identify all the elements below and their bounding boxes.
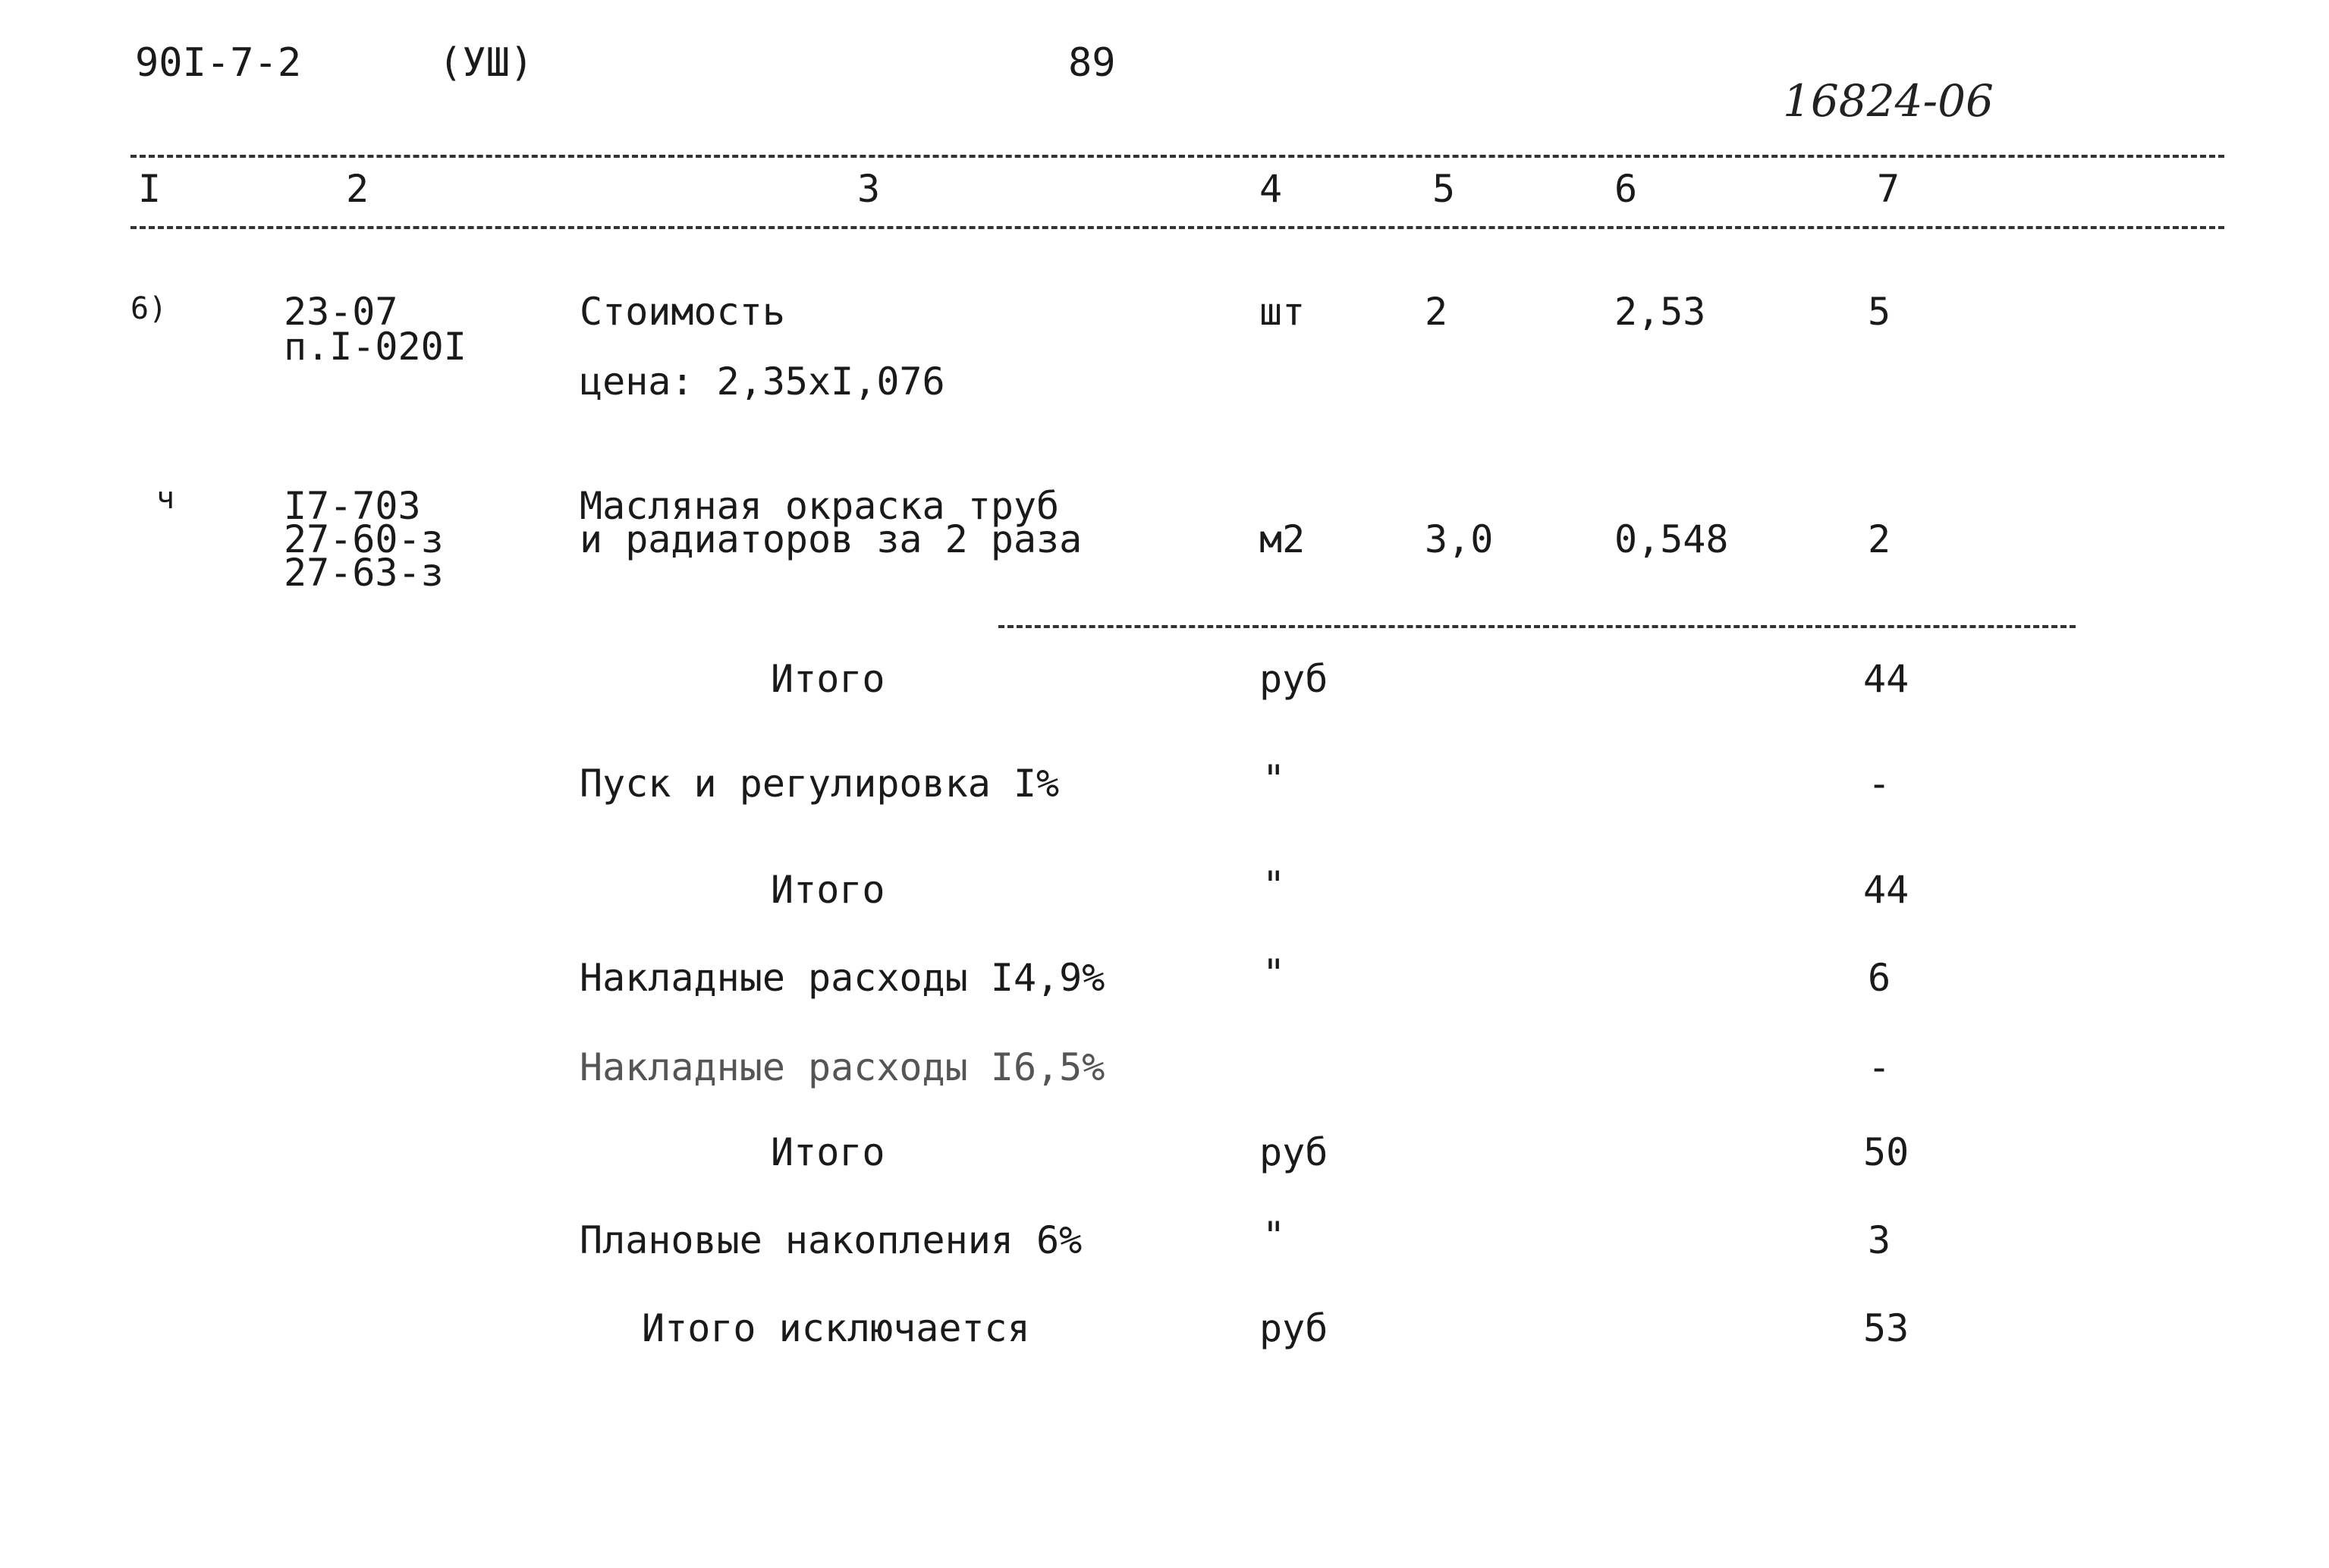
summary-unit: руб <box>1259 1130 1328 1174</box>
summary-label: Накладные расходы I6,5% <box>580 1045 1105 1089</box>
summary-value: - <box>1868 1045 1891 1089</box>
row-code-line: 23-07 <box>284 290 398 334</box>
column-header-1: I <box>138 167 162 211</box>
row-unit: шт <box>1259 290 1306 334</box>
summary-value: 3 <box>1868 1218 1891 1262</box>
column-header-bottom-rule <box>130 226 2224 229</box>
column-header-4: 4 <box>1259 167 1283 211</box>
row-description-line: Стоимость <box>580 290 785 334</box>
row-unit: м2 <box>1259 517 1306 561</box>
handwritten-reference: 16824-06 <box>1783 75 1994 127</box>
row-code-line: 27-60-з <box>284 517 444 561</box>
summary-label: Накладные расходы I4,9% <box>580 956 1105 1000</box>
summary-separator-rule <box>998 625 2076 628</box>
summary-label: Пуск и регулировка I% <box>580 762 1060 806</box>
summary-unit: " <box>1262 757 1286 801</box>
summary-label: Итого <box>771 657 885 701</box>
row-total: 2 <box>1868 517 1891 561</box>
summary-unit: руб <box>1259 657 1328 701</box>
row-description-line: цена: 2,35хI,076 <box>580 360 945 404</box>
doc-code: 90I-7-2 <box>135 40 302 86</box>
row-code-line: п.I-020I <box>284 325 467 369</box>
column-header-6: 6 <box>1614 167 1638 211</box>
summary-unit: " <box>1262 951 1286 995</box>
summary-unit: " <box>1262 863 1286 907</box>
volume-label: (УШ) <box>438 40 534 86</box>
summary-unit: " <box>1262 1214 1286 1258</box>
row-code-line: I7-703 <box>284 484 421 528</box>
summary-label: Плановые накопления 6% <box>580 1218 1083 1262</box>
summary-value: 53 <box>1863 1306 1909 1350</box>
summary-value: 6 <box>1868 956 1891 1000</box>
row-unit-price: 2,53 <box>1614 290 1706 334</box>
row-quantity: 3,0 <box>1425 517 1494 561</box>
summary-label: Итого <box>771 1130 885 1174</box>
row-description-line: Масляная окраска труб <box>580 484 1060 528</box>
row-unit-price: 0,548 <box>1614 517 1729 561</box>
row-mark: 6) <box>130 291 168 326</box>
row-mark: ч <box>156 481 175 516</box>
summary-value: - <box>1868 762 1891 806</box>
column-header-2: 2 <box>346 167 369 211</box>
summary-value: 44 <box>1863 868 1909 912</box>
row-description-line: и радиаторов за 2 раза <box>580 517 1083 561</box>
column-header-top-rule <box>130 155 2224 158</box>
row-code-line: 27-63-з <box>284 551 444 595</box>
summary-label: Итого <box>771 868 885 912</box>
summary-value: 44 <box>1863 657 1909 701</box>
summary-value: 50 <box>1863 1130 1909 1174</box>
summary-label: Итого исключается <box>642 1306 1030 1350</box>
column-header-7: 7 <box>1877 167 1900 211</box>
column-header-5: 5 <box>1432 167 1456 211</box>
summary-unit: руб <box>1259 1306 1328 1350</box>
row-total: 5 <box>1868 290 1891 334</box>
column-header-3: 3 <box>857 167 881 211</box>
row-quantity: 2 <box>1425 290 1448 334</box>
page-number: 89 <box>1068 40 1116 86</box>
